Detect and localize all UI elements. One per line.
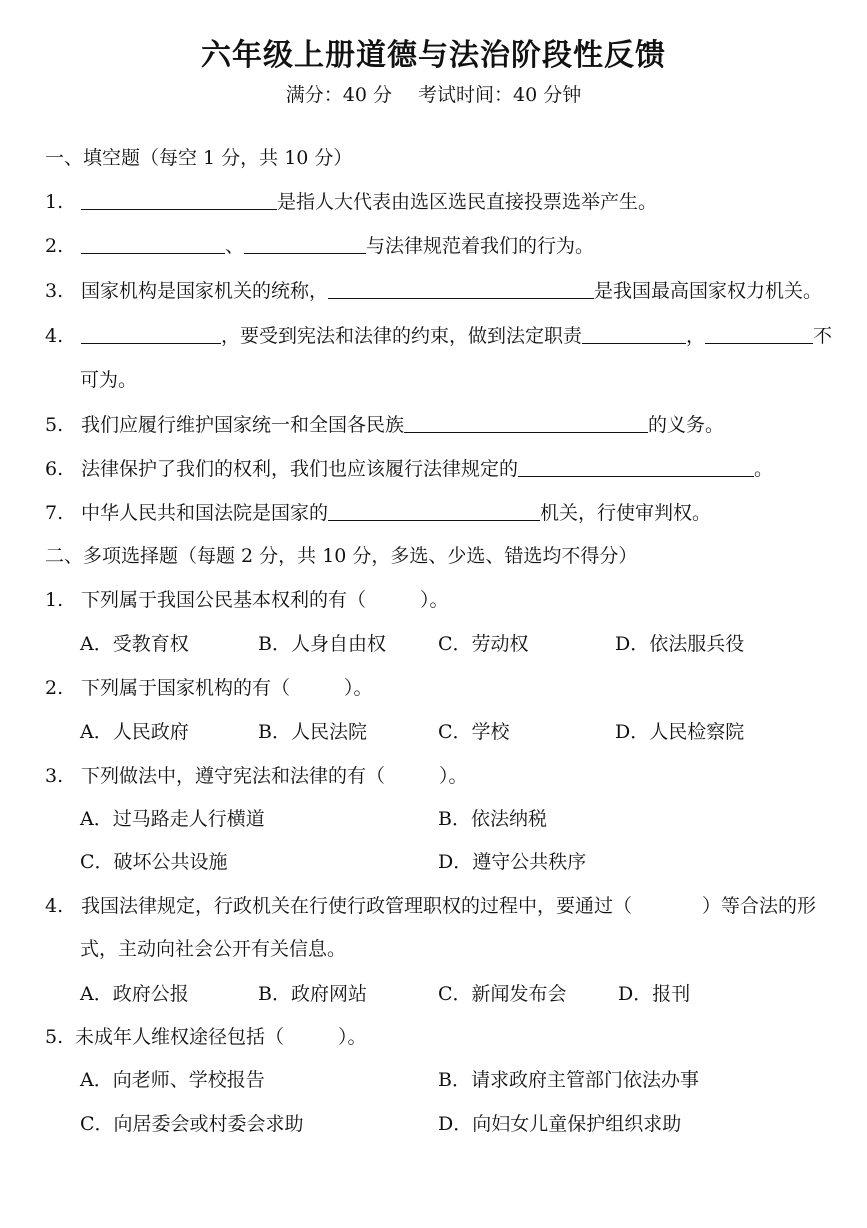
question-stem: 未成年人维权途径包括（: [75, 1026, 285, 1048]
question-close: ）。: [338, 1026, 367, 1048]
option-a: A．人民政府: [80, 721, 189, 743]
separator: ，: [686, 325, 706, 347]
option-c: C．破坏公共设施: [80, 851, 228, 873]
option-c: C．向居委会或村委会求助: [80, 1113, 304, 1135]
question-stem: 下列做法中，遵守宪法和法律的有（: [81, 765, 386, 787]
question-text: 国家机构是国家机关的统称，: [81, 280, 329, 302]
question-close: ）。: [439, 765, 468, 787]
question-number: 4.: [45, 325, 64, 347]
section1-heading: 一、填空题（每空 1 分，共 10 分）: [45, 147, 353, 169]
answer-blank[interactable]: [705, 323, 813, 344]
question-number: 5.: [45, 414, 64, 436]
fill-question-7: [45, 499, 853, 527]
question-number: 2.: [45, 677, 64, 699]
answer-blank[interactable]: [244, 233, 366, 254]
option-d: D．遵守公共秩序: [438, 851, 587, 873]
fill-question-1: [45, 188, 853, 216]
option-a: A．向老师、学校报告: [80, 1069, 265, 1091]
answer-blank[interactable]: [582, 323, 686, 344]
question-number: 5.: [45, 1026, 64, 1048]
question-text: 是我国最高国家权力机关。: [594, 280, 823, 302]
fill-question-4-cont: 可为。: [80, 369, 138, 391]
answer-blank[interactable]: [81, 323, 221, 344]
answer-blank[interactable]: [404, 412, 648, 433]
fill-question-5: [45, 411, 853, 439]
question-text: 法律保护了我们的权利，我们也应该履行法律规定的: [81, 458, 519, 480]
question-number: 3.: [45, 280, 64, 302]
fill-question-2: [45, 232, 853, 260]
question-text: 我们应履行维护国家统一和全国各民族: [81, 414, 405, 436]
option-c: C．新闻发布会: [438, 983, 567, 1005]
question-stem: 下列属于国家机构的有（: [81, 677, 291, 699]
question-stem: 下列属于我国公民基本权利的有（: [81, 589, 367, 611]
question-text: 是指人大代表由选区选民直接投票选举产生。: [277, 191, 658, 213]
exam-title: 六年级上册道德与法治阶段性反馈: [201, 38, 666, 73]
option-d: D．向妇女儿童保护组织求助: [438, 1113, 682, 1135]
choice-question-4: [45, 892, 853, 920]
choice-question-5: [45, 1023, 853, 1051]
option-b: B．请求政府主管部门依法办事: [438, 1069, 699, 1091]
fill-question-4: [45, 322, 853, 350]
section2-heading: 二、多项选择题（每题 2 分，共 10 分，多选、少选、错选均不得分）: [45, 545, 638, 567]
answer-blank[interactable]: [81, 233, 225, 254]
fill-question-3: [45, 277, 853, 305]
option-b: B．人身自由权: [258, 633, 386, 655]
option-d: D．依法服兵役: [615, 633, 745, 655]
option-b: B．人民法院: [258, 721, 367, 743]
separator: 、: [225, 235, 245, 257]
option-d: D．人民检察院: [615, 721, 745, 743]
question-text: 中华人民共和国法院是国家的: [81, 502, 329, 524]
question-stem: 我国法律规定，行政机关在行使行政管理职权的过程中，要通过（: [81, 895, 633, 917]
answer-blank[interactable]: [518, 456, 754, 477]
exam-subtitle: [0, 80, 867, 107]
exam-time: 考试时间：40 分钟: [418, 84, 582, 106]
question-text: ，要受到宪法和法律的约束，做到法定职责: [221, 325, 583, 347]
option-c: C．学校: [438, 721, 510, 743]
choice-question-1: [45, 586, 853, 614]
option-b: B．依法纳税: [438, 808, 547, 830]
option-a: A．过马路走人行横道: [80, 808, 265, 830]
option-a: A．受教育权: [80, 633, 189, 655]
question-number: 1.: [45, 191, 64, 213]
option-a: A．政府公报: [80, 983, 189, 1005]
question-number: 1.: [45, 589, 64, 611]
question-text: 。: [754, 458, 774, 480]
choice-question-3: [45, 762, 853, 790]
question-number: 4.: [45, 895, 64, 917]
question-text: 不: [813, 325, 833, 347]
choice-question-4-cont: 式，主动向社会公开有关信息。: [80, 938, 347, 960]
question-text: 与法律规范着我们的行为。: [366, 235, 595, 257]
fill-question-6: [45, 455, 853, 483]
question-number: 6.: [45, 458, 64, 480]
answer-blank[interactable]: [328, 500, 540, 521]
full-score: 满分：40 分: [285, 84, 392, 106]
question-close: ）。: [420, 589, 449, 611]
question-text: 的义务。: [648, 414, 725, 436]
option-b: B．政府网站: [258, 983, 367, 1005]
question-close: ）。: [344, 677, 373, 699]
question-text: 机关，行使审判权。: [540, 502, 712, 524]
choice-question-2: [45, 674, 853, 702]
answer-blank[interactable]: [328, 278, 594, 299]
question-close: ）等合法的形: [702, 895, 817, 917]
option-c: C．劳动权: [438, 633, 529, 655]
question-number: 2.: [45, 235, 64, 257]
answer-blank[interactable]: [81, 189, 277, 210]
question-number: 7.: [45, 502, 64, 524]
option-d: D．报刊: [618, 983, 691, 1005]
question-number: 3.: [45, 765, 64, 787]
